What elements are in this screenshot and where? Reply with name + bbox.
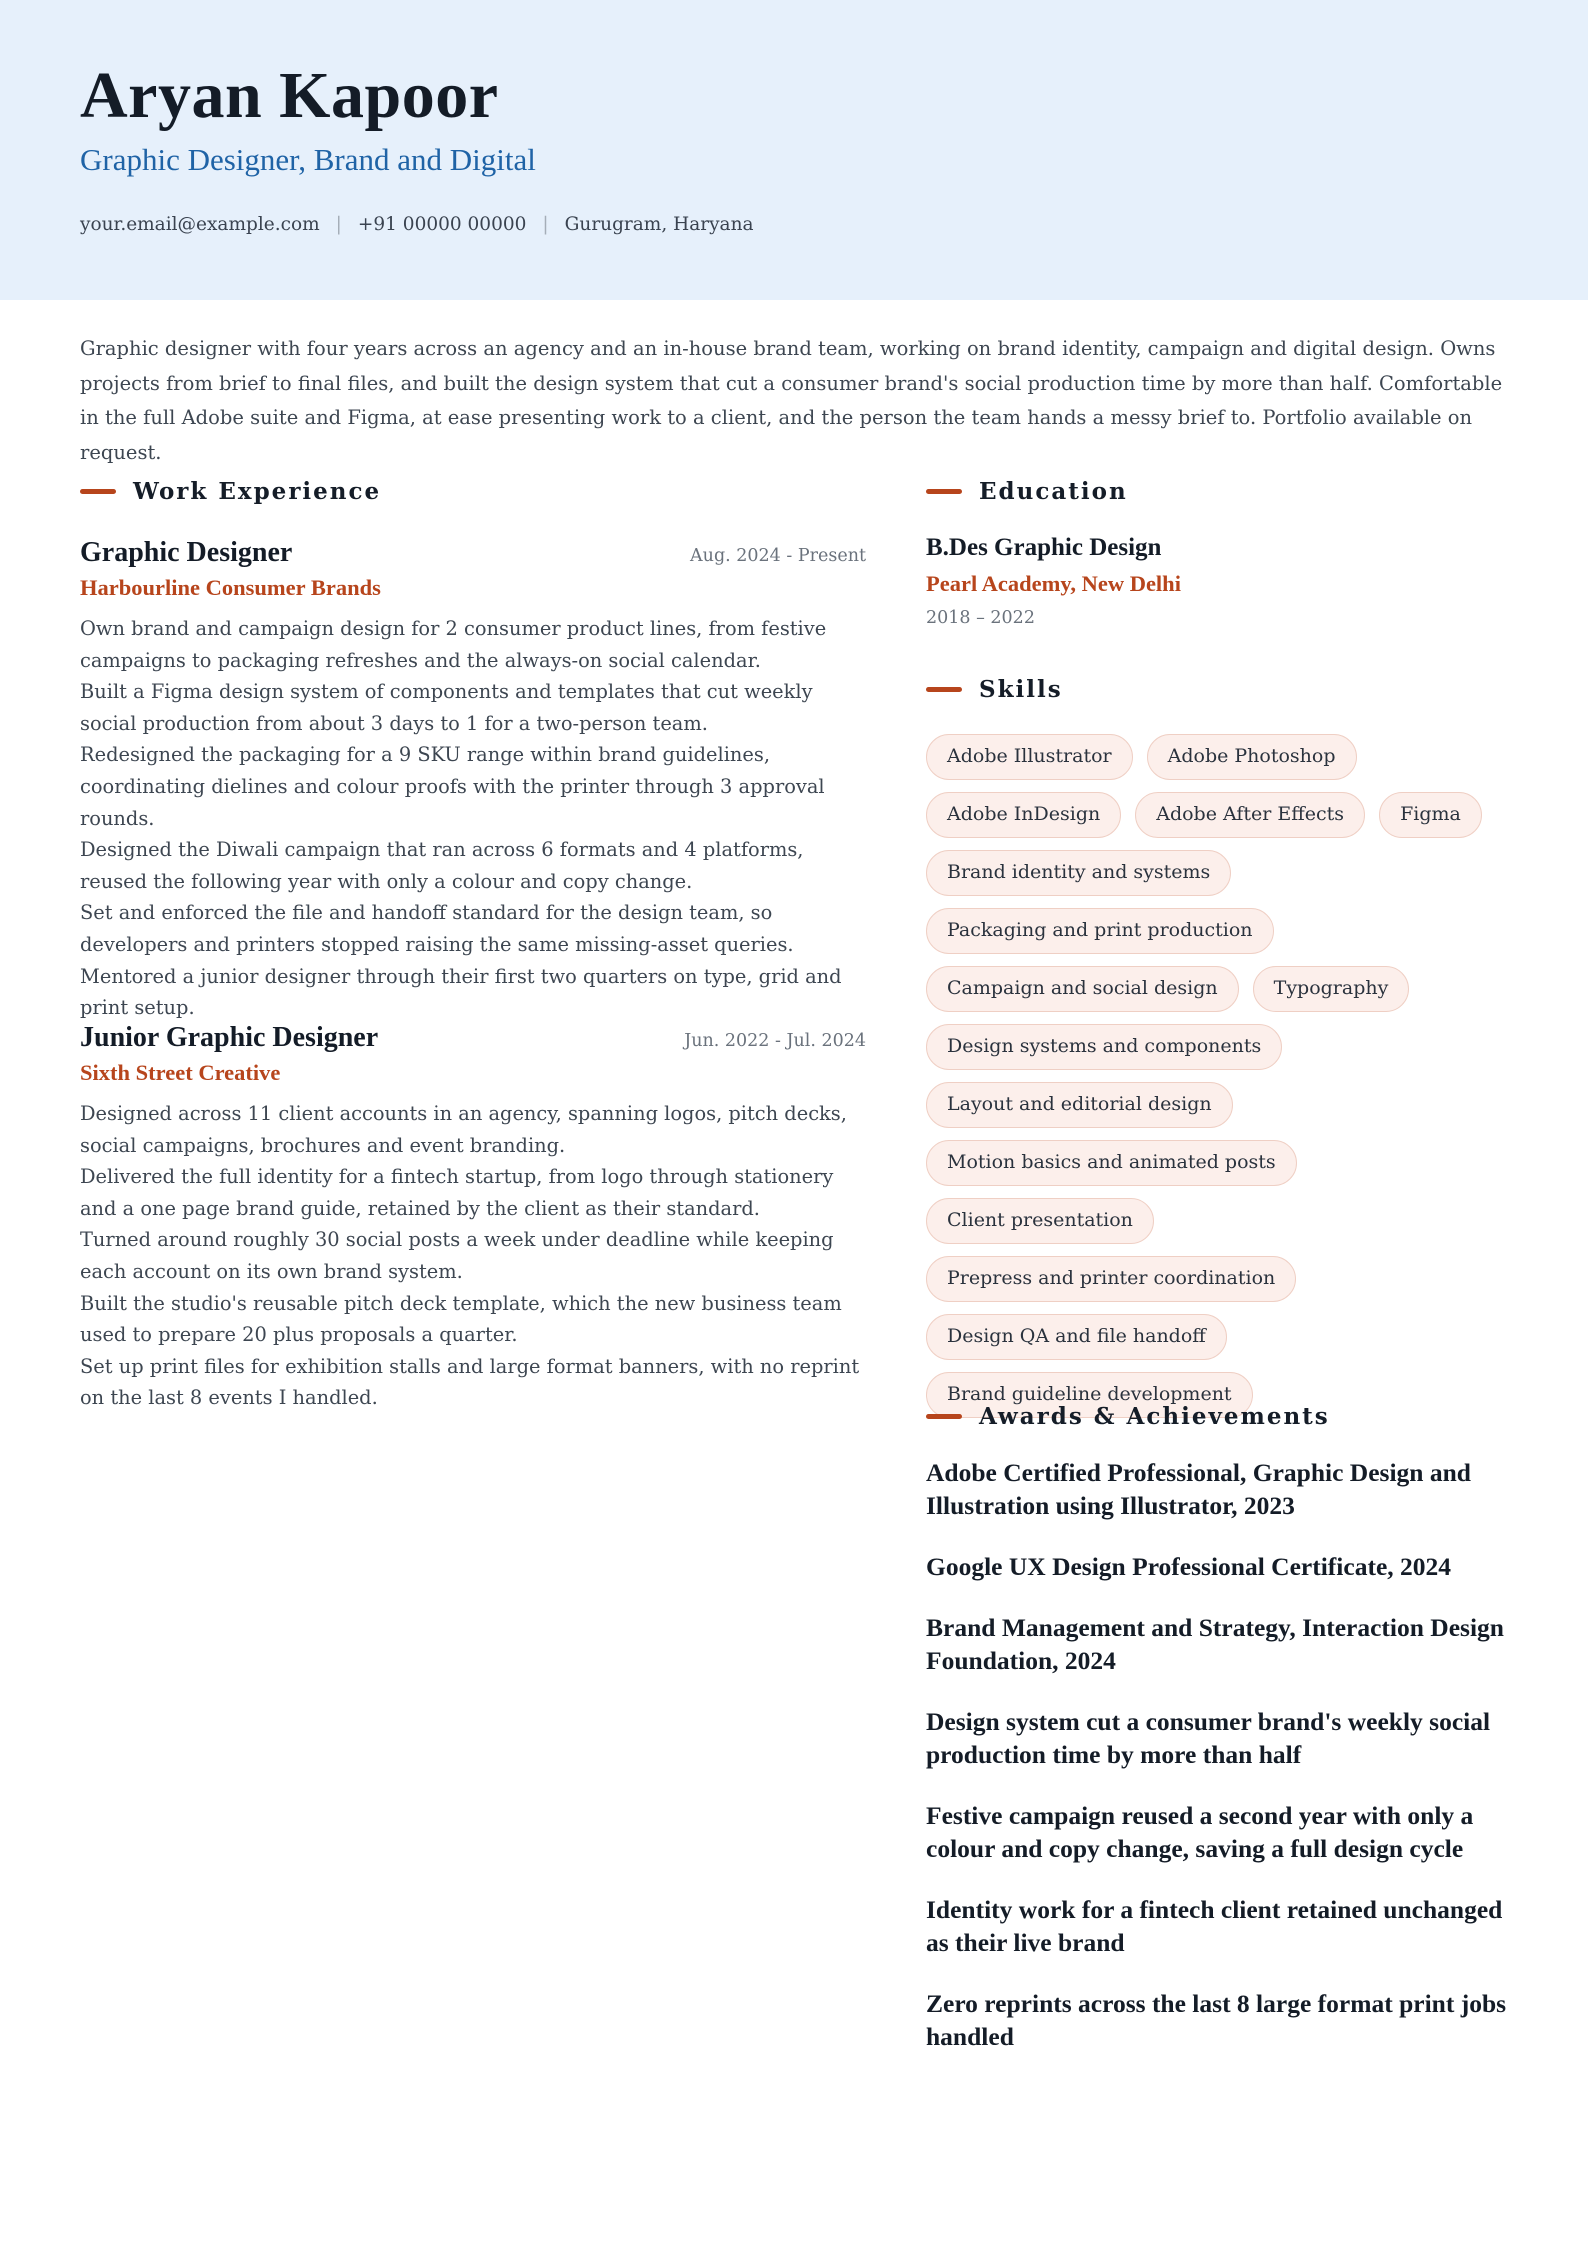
skill-chip: Prepress and printer coordination xyxy=(926,1256,1296,1302)
education-degree: B.Des Graphic Design xyxy=(926,534,1162,561)
award-item: Zero reprints across the last 8 large format print jobs handled xyxy=(926,1989,1507,2051)
job-bullet: Built a Figma design system of components and templates that cut weekly social production from about 3 days to 1 for a two-person team. xyxy=(80,680,813,735)
award-item: Festive campaign reused a second year with only a colour and copy change, saving a full design cycle xyxy=(926,1801,1474,1863)
job-dates: Jun. 2022 - Jul. 2024 xyxy=(684,1031,866,1051)
skill-chip: Client presentation xyxy=(926,1198,1154,1244)
job-bullet: Set up print files for exhibition stalls and large format banners, with no reprint on the last 8 events I handled. xyxy=(80,1354,860,1410)
award-item: Identity work for a fintech client retained unchanged as their live brand xyxy=(926,1895,1503,1957)
job-title: Graphic Designer xyxy=(80,537,293,568)
skill-chip: Adobe After Effects xyxy=(1135,792,1365,838)
contact-phone: +91 00000 00000 xyxy=(357,214,527,235)
skill-chip: Adobe Illustrator xyxy=(926,734,1133,780)
contact-separator: | xyxy=(335,214,342,235)
job-dates: Aug. 2024 - Present xyxy=(690,546,866,566)
contact-separator: | xyxy=(542,214,549,235)
skill-chip: Design systems and components xyxy=(926,1024,1282,1070)
job-bullet: Designed across 11 client accounts in an agency, spanning logos, pitch decks, social campaigns, brochures and event branding. xyxy=(80,1102,847,1157)
contact-line xyxy=(80,214,754,235)
award-item: Google UX Design Professional Certificate, 2024 xyxy=(926,1552,1452,1581)
accent-bar xyxy=(926,489,962,494)
job-bullets xyxy=(80,613,866,1024)
education-school: Pearl Academy, New Delhi xyxy=(926,571,1181,596)
contact-location: Gurugram, Haryana xyxy=(564,214,754,235)
skill-chip: Campaign and social design xyxy=(926,966,1239,1012)
job-bullet: Designed the Diwali campaign that ran across 6 formats and 4 platforms, reused the following year with only a colour and copy change. xyxy=(80,838,804,893)
accent-bar xyxy=(926,1414,962,1419)
candidate-title: Graphic Designer, Brand and Digital xyxy=(80,142,536,177)
job-bullet: Redesigned the packaging for a 9 SKU range within brand guidelines, coordinating dielines and colour proofs with the printer through 3 approval rounds. xyxy=(80,743,825,830)
award-item: Adobe Certified Professional, Graphic Design and Illustration using Illustrator, 2023 xyxy=(926,1458,1471,1520)
section-heading-text: Education xyxy=(979,478,1128,505)
skill-chip: Brand identity and systems xyxy=(926,850,1231,896)
skill-chip: Design QA and file handoff xyxy=(926,1314,1227,1360)
accent-bar xyxy=(80,489,116,494)
job-bullet: Turned around roughly 30 social posts a week under deadline while keeping each account on its own brand system. xyxy=(80,1228,834,1283)
job-company: Harbourline Consumer Brands xyxy=(80,575,381,600)
job-bullet: Set and enforced the file and handoff standard for the design team, so developers and printers stopped raising the same missing-asset queries. xyxy=(80,901,794,956)
skill-chip: Packaging and print production xyxy=(926,908,1274,954)
job-bullet: Own brand and campaign design for 2 consumer product lines, from festive campaigns to packaging refreshes and the always-on social calendar. xyxy=(80,617,827,672)
skill-chip: Layout and editorial design xyxy=(926,1082,1233,1128)
job-bullet: Mentored a junior designer through their first two quarters on type, grid and print setup. xyxy=(80,964,842,1020)
section-heading-text: Work Experience xyxy=(133,478,382,505)
skill-chip: Figma xyxy=(1379,792,1482,838)
job-company: Sixth Street Creative xyxy=(80,1060,281,1085)
job-title: Junior Graphic Designer xyxy=(80,1022,379,1053)
section-heading-skills xyxy=(926,676,1063,703)
accent-bar xyxy=(926,687,962,692)
job-entry xyxy=(80,1022,866,1414)
profile-summary: Graphic designer with four years across an agency and an in-house brand team, working on brand identity, campaign and digital design. Owns projects from brief to final files, and built the design system that cut a consumer brand's social production time by more than half. Comfortable in the full Adobe suite and Figma, at ease presenting work to a client, and the person the team hands a messy brief to. Portfolio available on request. xyxy=(80,337,1503,464)
skill-chip: Typography xyxy=(1253,966,1410,1012)
job-bullet: Delivered the full identity for a fintech startup, from logo through stationery and a one page brand guide, retained by the client as their standard. xyxy=(80,1165,834,1220)
awards-list xyxy=(926,1456,1526,2081)
section-heading-text: Awards & Achievements xyxy=(979,1403,1330,1430)
skill-chip: Motion basics and animated posts xyxy=(926,1140,1297,1186)
section-heading-awards xyxy=(926,1403,1330,1430)
contact-email: your.email@example.com xyxy=(80,214,320,235)
award-item: Brand Management and Strategy, Interaction Design Foundation, 2024 xyxy=(926,1613,1504,1675)
candidate-name: Aryan Kapoor xyxy=(80,59,499,132)
job-bullets xyxy=(80,1098,866,1414)
award-item: Design system cut a consumer brand's weekly social production time by more than half xyxy=(926,1707,1491,1769)
section-heading-education xyxy=(926,478,1128,505)
section-heading-work-experience xyxy=(80,478,381,505)
skills-list xyxy=(926,734,1526,1418)
skill-chip: Brand guideline development xyxy=(926,1372,1253,1418)
education-years: 2018 – 2022 xyxy=(926,608,1035,628)
skill-chip: Adobe InDesign xyxy=(926,792,1121,838)
job-bullet: Built the studio's reusable pitch deck template, which the new business team used to prepare 20 plus proposals a quarter. xyxy=(80,1291,842,1347)
section-heading-text: Skills xyxy=(979,676,1063,703)
skill-chip: Adobe Photoshop xyxy=(1147,734,1357,780)
job-entry xyxy=(80,537,866,1024)
